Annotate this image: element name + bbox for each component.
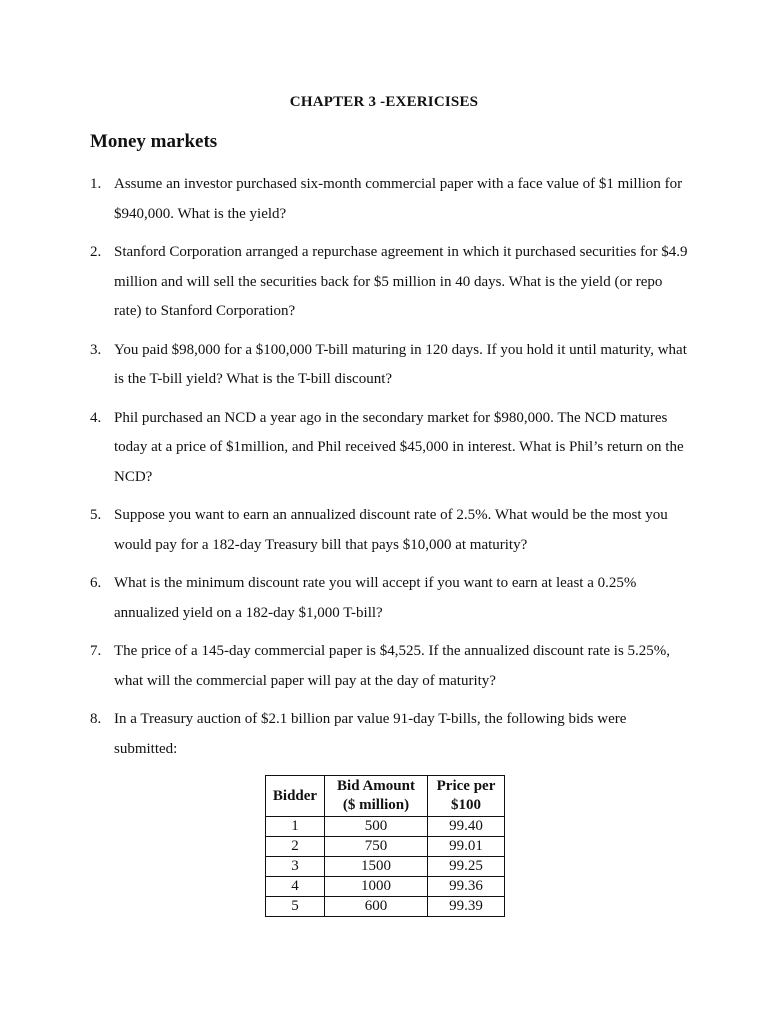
table-row bbox=[266, 857, 505, 877]
price-cell: 99.36 bbox=[428, 877, 505, 897]
exercise-text: Stanford Corporation arranged a repurchase agreement in which it purchased securities for $4.9 million and will sell the securities back for $5 million in 40 days. What is the yield (or repo rate) to Stanford Corporation? bbox=[114, 244, 688, 319]
table-row bbox=[266, 897, 505, 917]
bid-amount-cell: 500 bbox=[325, 817, 428, 837]
bid-amount-cell: 750 bbox=[325, 837, 428, 857]
exercise-text: The price of a 145-day commercial paper is $4,525. If the annualized discount rate is 5.25%, what will the commercial paper will pay at the day of maturity? bbox=[114, 643, 671, 689]
table-row bbox=[266, 837, 505, 857]
exercise-number: 7. bbox=[90, 643, 102, 659]
exercise-item bbox=[90, 705, 690, 764]
exercise-number: 1. bbox=[90, 176, 102, 192]
exercise-number: 2. bbox=[90, 244, 102, 260]
exercise-text: In a Treasury auction of $2.1 billion par value 91-day T-bills, the following bids were submitted: bbox=[114, 711, 627, 757]
bid-table bbox=[265, 775, 505, 917]
bidder-cell: 5 bbox=[266, 897, 325, 917]
header-bidder: Bidder bbox=[266, 776, 325, 817]
bidder-cell: 1 bbox=[266, 817, 325, 837]
exercise-number: 3. bbox=[90, 341, 102, 358]
exercise-text: Suppose you want to earn an annualized discount rate of 2.5%. What would be the most you would pay for a 182-day Treasury bill that pays $10,000 at maturity? bbox=[114, 507, 668, 553]
chapter-title: CHAPTER 3 -EXERICISES bbox=[289, 94, 479, 110]
header-price-per-100: Price per $100 bbox=[428, 776, 505, 817]
bidder-cell: 2 bbox=[266, 837, 325, 857]
price-cell: 99.25 bbox=[428, 857, 505, 877]
exercise-item bbox=[90, 336, 690, 395]
exercise-list bbox=[90, 170, 690, 773]
exercise-item bbox=[90, 404, 690, 493]
exercise-number: 6. bbox=[90, 575, 102, 591]
exercise-item bbox=[90, 170, 690, 229]
exercise-number: 5. bbox=[90, 507, 102, 523]
exercise-text: What is the minimum discount rate you will accept if you want to earn at least a 0.25% annualized yield on a 182-day $1,000 T-bill? bbox=[114, 575, 637, 621]
exercise-text: You paid $98,000 for a $100,000 T-bill maturing in 120 days. If you hold it until maturity, what is the T-bill yield? What is the T-bill discount? bbox=[114, 341, 687, 387]
table-header-row bbox=[266, 776, 505, 817]
exercise-number: 8. bbox=[90, 711, 102, 727]
exercise-item bbox=[90, 501, 690, 560]
exercise-item bbox=[90, 637, 690, 696]
exercise-text: Assume an investor purchased six-month commercial paper with a face value of $1 million for $940,000. What is the yield? bbox=[114, 176, 683, 222]
table-row bbox=[266, 877, 505, 897]
bidder-cell: 3 bbox=[266, 857, 325, 877]
bid-amount-cell: 600 bbox=[325, 897, 428, 917]
exercise-item bbox=[90, 238, 690, 327]
exercise-item bbox=[90, 569, 690, 628]
price-cell: 99.39 bbox=[428, 897, 505, 917]
bid-amount-cell: 1500 bbox=[325, 857, 428, 877]
price-cell: 99.01 bbox=[428, 837, 505, 857]
price-cell: 99.40 bbox=[428, 817, 505, 837]
header-bid-amount: Bid Amount ($ million) bbox=[325, 776, 428, 817]
table-row bbox=[266, 817, 505, 837]
section-heading: Money markets bbox=[90, 131, 218, 152]
bid-amount-cell: 1000 bbox=[325, 877, 428, 897]
bidder-cell: 4 bbox=[266, 877, 325, 897]
exercise-text: Phil purchased an NCD a year ago in the secondary market for $980,000. The NCD matures today at a price of $1million, and Phil received $45,000 in interest. What is Phil’s return on the NCD? bbox=[114, 409, 684, 485]
exercise-number: 4. bbox=[90, 409, 102, 426]
